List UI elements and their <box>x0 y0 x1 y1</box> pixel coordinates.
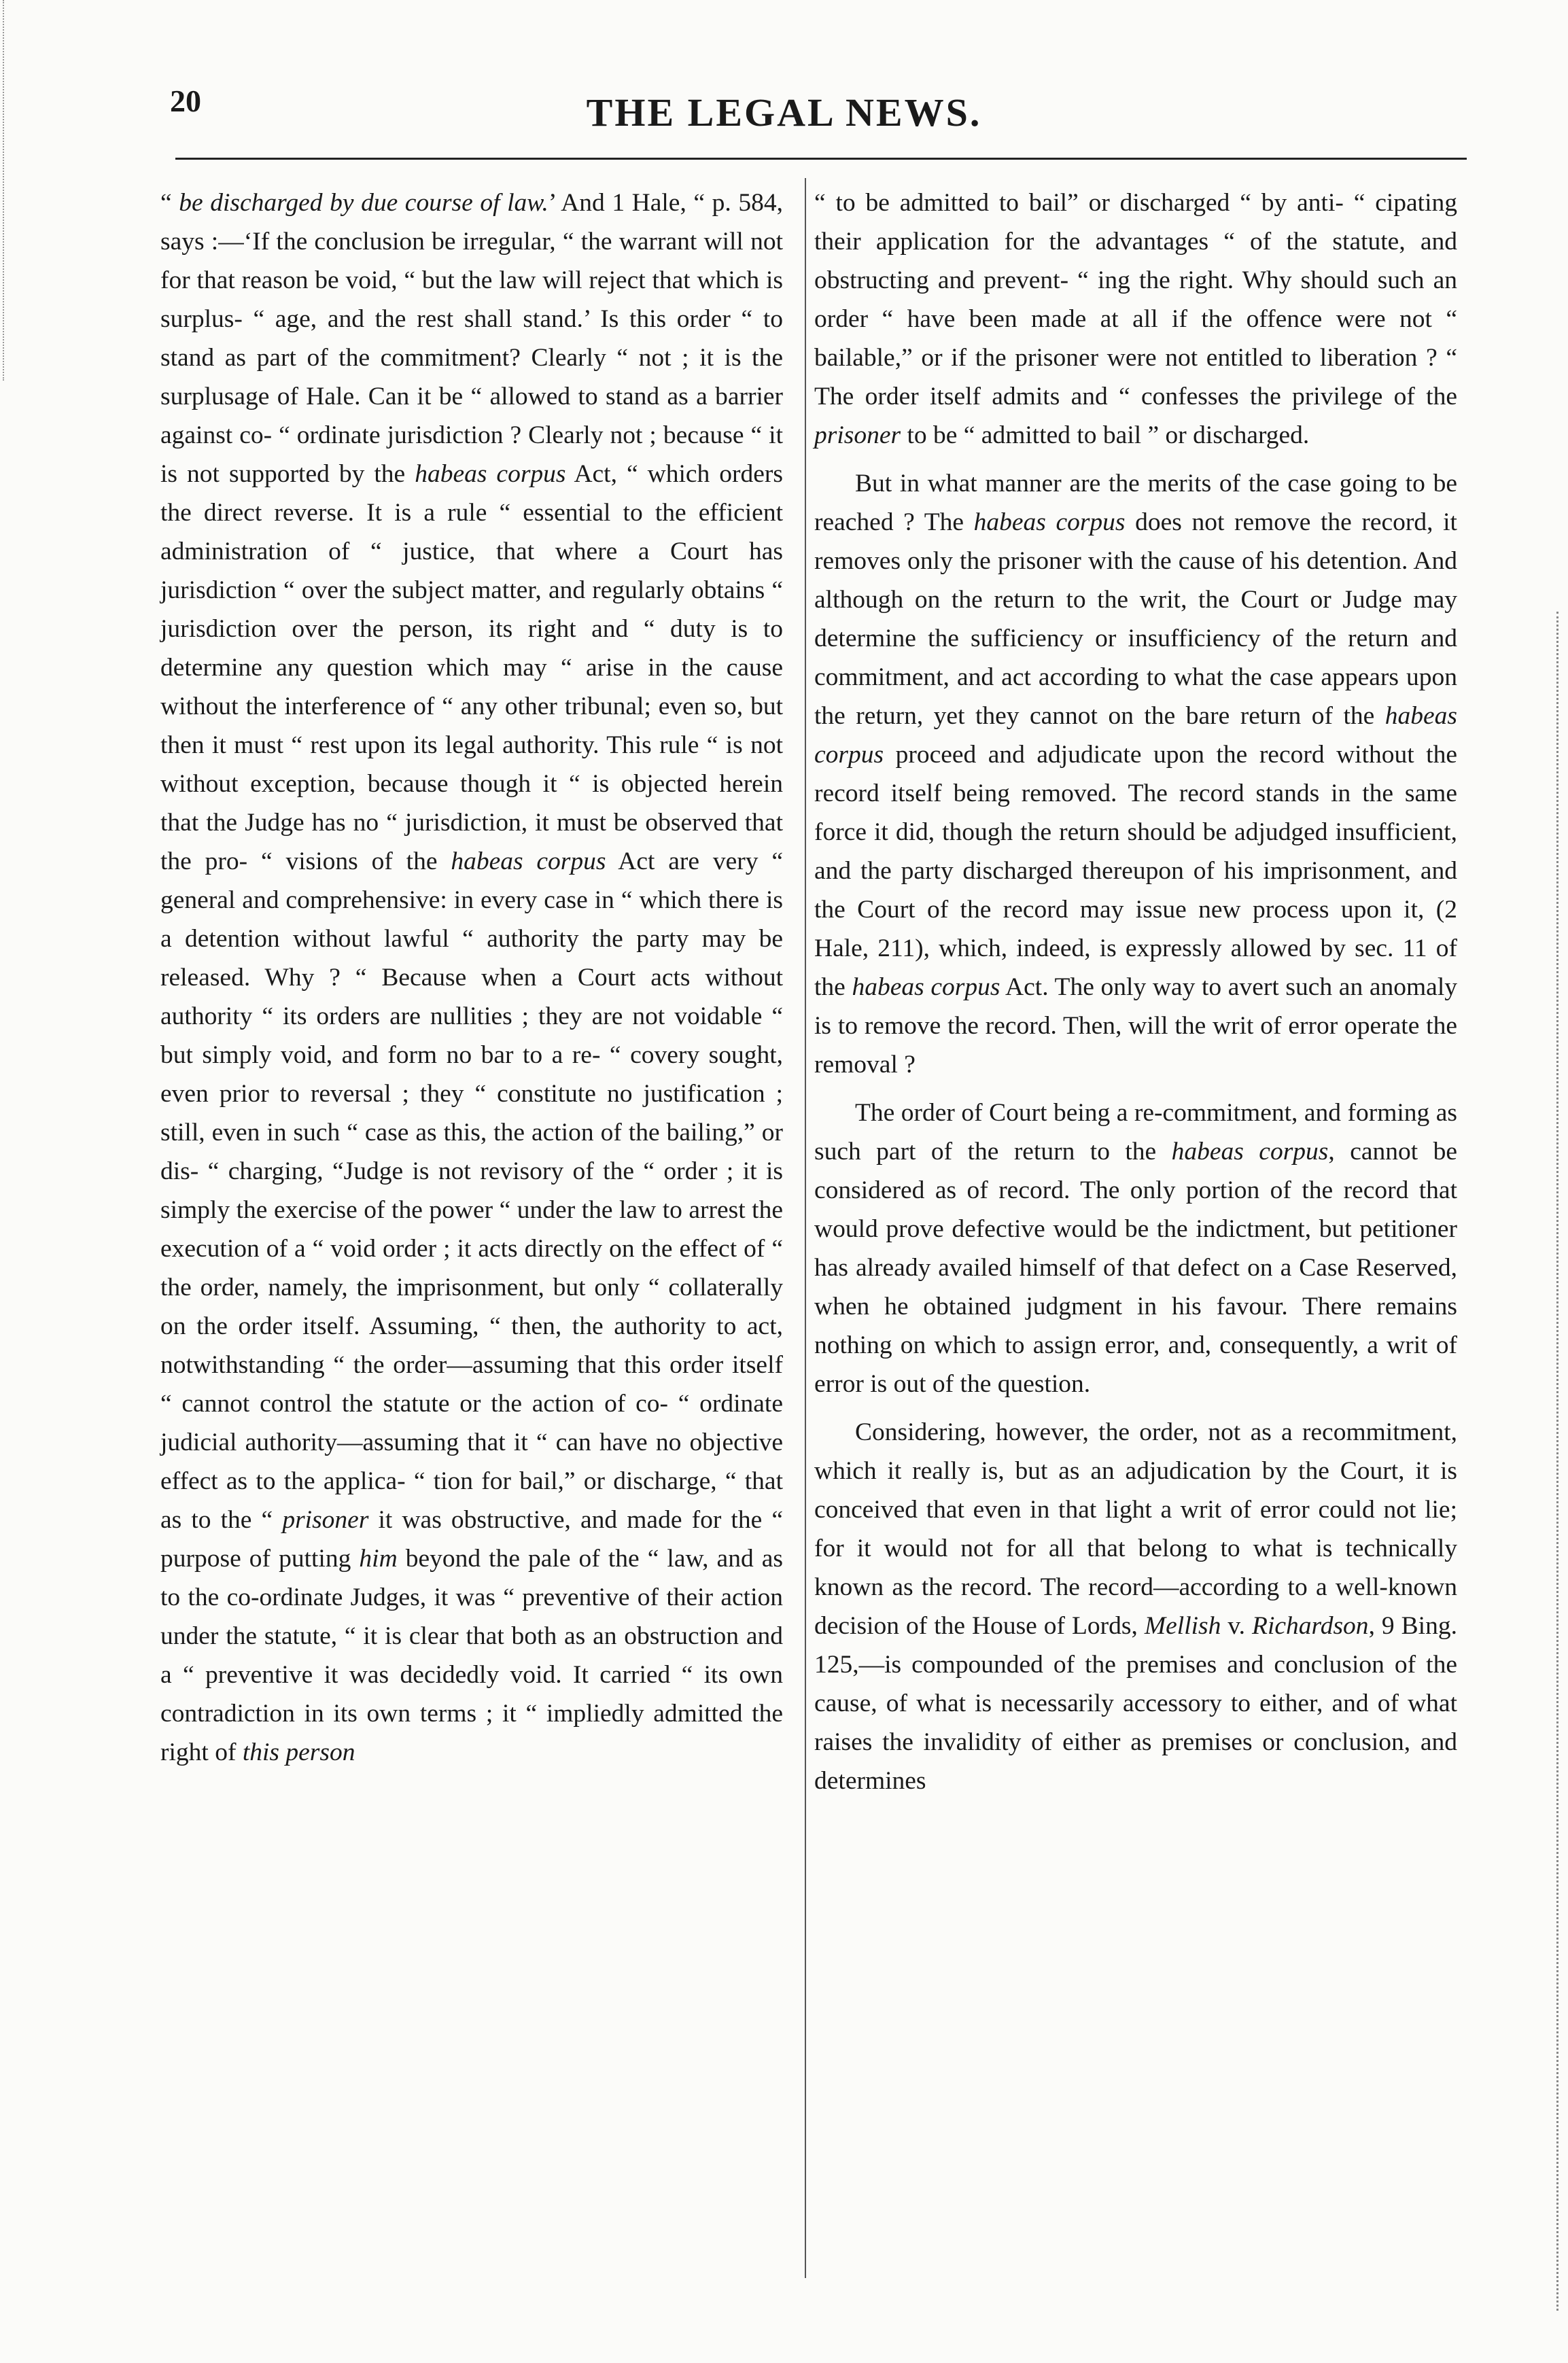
text-run: does not remove the record, it removes only the prisoner with the cause of his detention. And although on the return to the writ, the Court or Judge may determine the sufficiency or insufficiency of the return and commitment, and act according to what the case appears upon the return, yet they cannot on the bare return of the <box>814 508 1457 730</box>
italic-text: habeas corpus <box>852 973 1000 1001</box>
text-run: But in what manner are the merits of the case going to be reached ? The <box>814 470 1457 536</box>
italic-text: habeas corpus <box>451 847 606 875</box>
italic-text: habeas corpus <box>415 460 566 488</box>
text-run: The order of Court being a re-commitment, and forming as such part of the return to the <box>814 1099 1457 1166</box>
right-edge-marks <box>1556 612 1558 2311</box>
header-rule <box>175 158 1467 160</box>
text-run: “ to be admitted to bail” or discharged “ by anti- “ cipating their application for the advantages “ of the statute, and obstructing and prevent- “ ing the right. Why should such an order “ have been made at all if the offence were not “ bailable,” or if the prisoner were not entitled to liberation ? “ The order itself admits and “ confesses the privilege of the <box>814 189 1457 410</box>
article-paragraph <box>814 183 1457 455</box>
italic-text: this person <box>242 1738 355 1766</box>
left-edge-marks <box>3 0 4 381</box>
text-run: Act are very “ general and comprehensive: in every case in “ which there is a detention without lawful “ authority the party may be released. Why ? “ Because when a Court acts without authority “ its orders are nullities ; they are not voidable “ but simply void, and form no bar to a re- “ covery sought, even prior to reversal ; they “ constitute no justification ; still, even in such “ case as this, the action of the bailing,” or dis- “ charging, “Judge is not revisory of the “ order ; it is simply the exercise of the power “ under the law to arrest the execution of a “ void order ; it acts directly on the effect of “ the order, namely, the imprisonment, but only “ collaterally on the order itself. Assuming, “ then, the authority to act, notwithstanding “ the order—assuming that this order itself “ cannot control the statute or the action of co- “ ordinate judicial authority—assuming that it “ can have no objective effect as to the applica- “ tion for bail,” or discharge, “ that as to the “ <box>160 847 783 1534</box>
running-head-title: THE LEGAL NEWS. <box>586 90 982 135</box>
left-column <box>160 183 783 1772</box>
italic-text: habeas corpus <box>814 702 1457 769</box>
text-run: , 9 Bing. 125,—is compounded of the premises and conclusion of the cause, of what is necessarily accessory to either, and of what raises the invalidity of either as premises or conclusion, and determines <box>814 1612 1457 1795</box>
right-column <box>814 183 1457 1800</box>
text-run: , cannot be considered as of record. The only portion of the record that would prove defective would be the indictment, but petitioner has already availed himself of that defect on a Case Reserved, when he obtained judgment in his favour. There remains nothing on which to assign error, and, consequently, a writ of error is out of the question. <box>814 1138 1457 1398</box>
text-run: to be “ admitted to bail ” or discharged. <box>901 421 1310 449</box>
article-paragraph <box>814 464 1457 1084</box>
italic-text: habeas corpus <box>973 508 1126 536</box>
italic-text: him <box>359 1545 398 1573</box>
italic-text: be discharged by due course of law. <box>179 189 548 217</box>
page-number: 20 <box>170 84 201 118</box>
column-divider <box>805 178 806 2278</box>
article-paragraph <box>814 1093 1457 1403</box>
text-run: proceed and adjudicate upon the record without the record itself being removed. The record stands in the same force it did, though the return should be adjudged insufficient, and the party discharged thereupon of his imprisonment, and the Court of the record may issue new process upon it, (2 Hale, 211), which, indeed, is expressly allowed by sec. 11 of the <box>814 741 1457 1001</box>
text-run: it was obstructive, and made for the “ purpose of putting <box>160 1506 783 1573</box>
italic-text: Mellish <box>1144 1612 1221 1640</box>
text-run: ’ And 1 Hale, “ p. 584, says :—‘If the conclusion be irregular, “ the warrant will not for that reason be void, “ but the law will reject that which is surplus- “ age, and the rest shall stand.’ Is this order “ to stand as part of the commitment? Clearly “ not ; it is the surplusage of Hale. Can it be “ allowed to stand as a barrier against co- “ ordinate jurisdiction ? Clearly not ; because “ it is not supported by the <box>160 189 784 488</box>
italic-text: Richardson <box>1252 1612 1369 1640</box>
italic-text: prisoner <box>814 421 901 449</box>
text-run: “ <box>160 189 179 217</box>
article-paragraph <box>160 183 783 1772</box>
text-run: v. <box>1221 1612 1253 1640</box>
text-run: Act, “ which orders the direct reverse. It is a rule “ essential to the efficient administration of “ justice, that where a Court has jurisdiction “ over the subject matter, and regularly obtains “ jurisdiction over the person, its right and “ duty is to determine any question which may “ arise in the cause without the interference of “ any other tribunal; even so, but then it must “ rest upon its legal authority. This rule “ is not without exception, because though it “ is objected herein that the Judge has no “ jurisdiction, it must be observed that the pro- “ visions of the <box>160 460 783 875</box>
article-paragraph <box>814 1413 1457 1800</box>
text-run: Considering, however, the order, not as a recommitment, which it really is, but as an adjudication by the Court, it is conceived that even in that light a writ of error could not lie; for it would not for all that belong to what is technically known as the record. The record—according to a well-known decision of the House of Lords, <box>814 1418 1457 1640</box>
text-run: beyond the pale of the “ law, and as to the co-ordinate Judges, it was “ preventive of their action under the statute, “ it is clear that both as an obstruction and a “ preventive it was decidedly void. It carried “ its own contradiction in its own terms ; it “ impliedly admitted the right of <box>160 1545 783 1766</box>
italic-text: prisoner <box>282 1506 369 1534</box>
text-run: Act. The only way to avert such an anomaly is to remove the record. Then, will the writ of error operate the removal ? <box>814 973 1457 1079</box>
italic-text: habeas corpus <box>1171 1138 1329 1166</box>
